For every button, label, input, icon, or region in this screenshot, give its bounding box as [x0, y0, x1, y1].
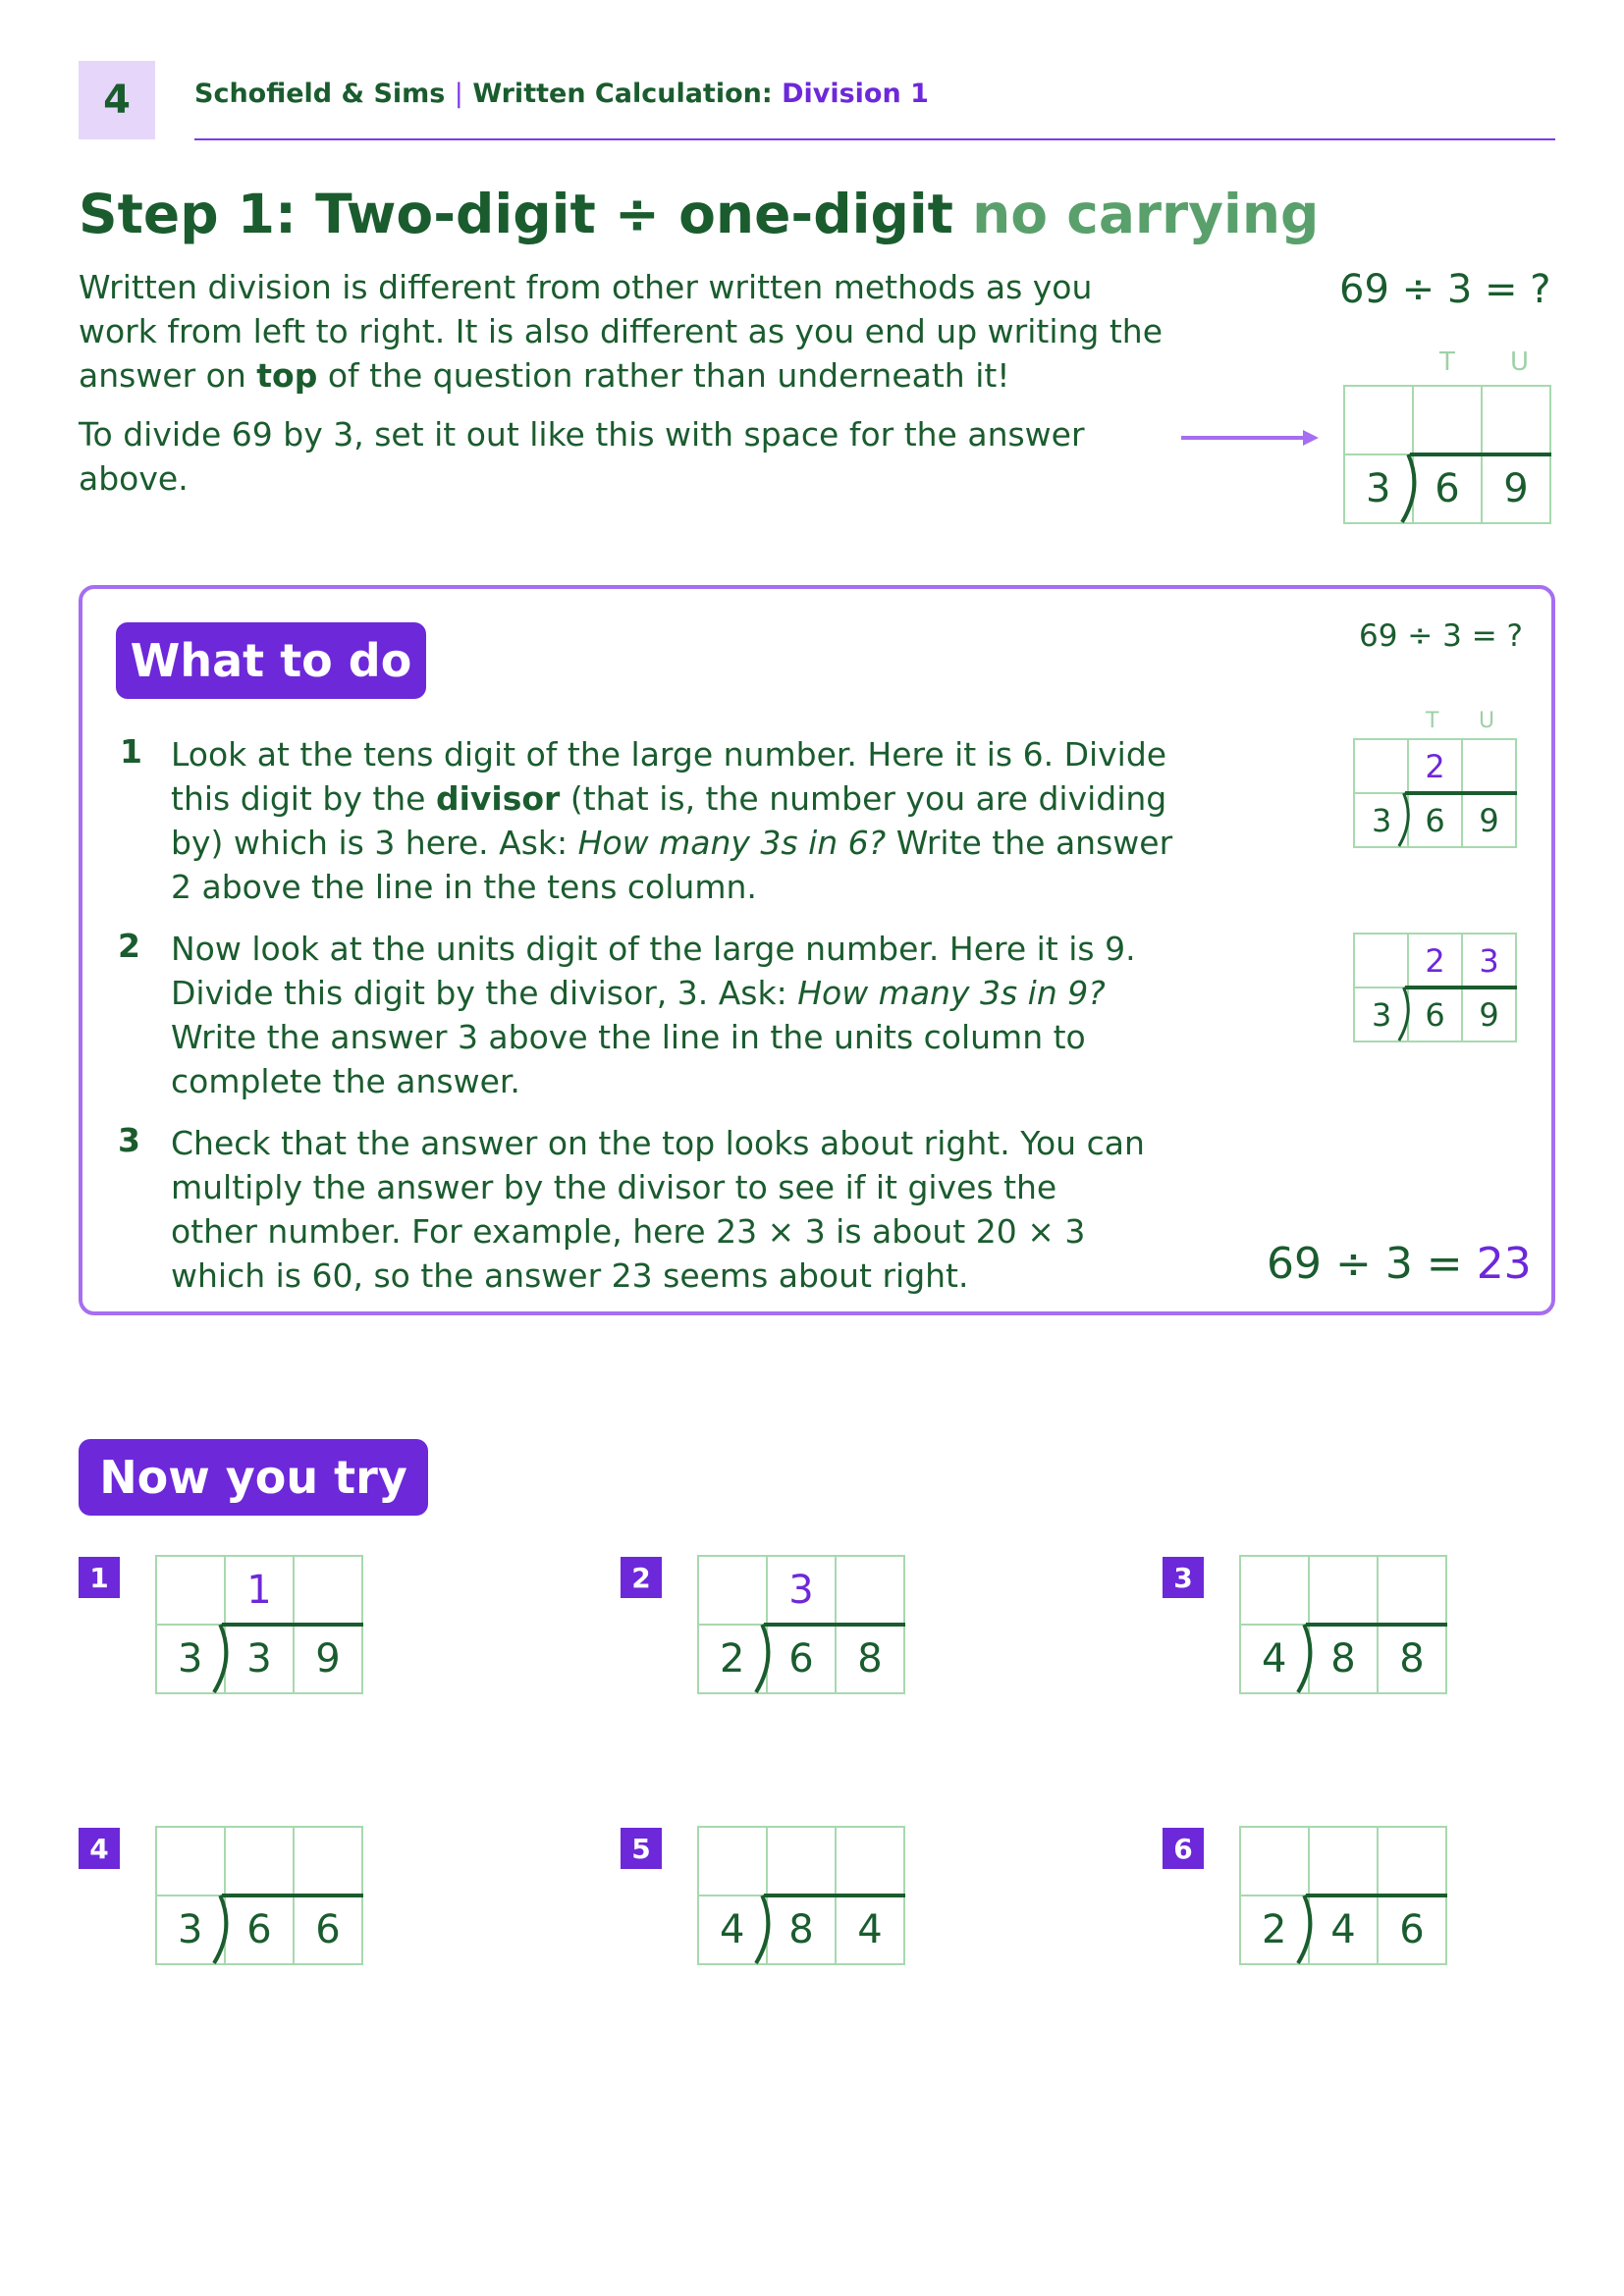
- divisor-cell: 3: [155, 1624, 226, 1694]
- what-to-do-heading: What to do: [116, 622, 426, 699]
- intro-bold-top: top: [256, 356, 318, 395]
- step-number-2: 2: [118, 927, 140, 965]
- dividend-tens-cell: 6: [1407, 792, 1463, 848]
- empty-cell: [697, 1826, 768, 1896]
- practice-division-grid: [697, 1826, 903, 1963]
- dividend-tens-cell: 6: [1412, 454, 1483, 524]
- example-division-grid: [1343, 385, 1549, 522]
- division-bracket-icon: [1397, 454, 1422, 524]
- answer-units-cell[interactable]: [293, 1555, 363, 1626]
- final-equation-left: 69 ÷ 3 =: [1267, 1239, 1463, 1289]
- division-line: [222, 1894, 363, 1897]
- step-text-2: Now look at the units digit of the large number. Here it is 9. Divide this digit by the divisor, 3. Ask: How many 3s in 9? Write the answer 3 above the line in the units column to complete the answer.: [171, 930, 1136, 1100]
- dividend-units-cell: 9: [1461, 987, 1517, 1042]
- empty-cell: [1353, 933, 1409, 988]
- practice-division-grid: [1239, 1826, 1445, 1963]
- division-bracket-icon: [209, 1624, 234, 1694]
- dividend-units-cell: 4: [835, 1895, 905, 1965]
- practice-division-grid: [155, 1826, 361, 1963]
- question-number: 6: [1163, 1828, 1204, 1869]
- divisor-cell: 3: [1353, 792, 1409, 848]
- answer-tens-cell[interactable]: 2: [1407, 933, 1463, 988]
- panel-equation: 69 ÷ 3 = ?: [1359, 618, 1523, 654]
- empty-cell: [1353, 738, 1409, 794]
- answer-tens-cell[interactable]: [224, 1826, 295, 1896]
- empty-cell: [1239, 1555, 1310, 1626]
- arrow-right-icon: [1181, 428, 1319, 448]
- empty-cell: [1343, 385, 1414, 455]
- question-number: 2: [621, 1557, 662, 1598]
- publisher: Schofield & Sims: [194, 79, 446, 109]
- page-title: [79, 183, 1319, 245]
- answer-tens-cell[interactable]: 3: [766, 1555, 837, 1626]
- division-line: [1410, 453, 1551, 456]
- final-answer: 23: [1476, 1239, 1532, 1289]
- question-number: 1: [79, 1557, 120, 1598]
- division-line: [1405, 791, 1517, 795]
- dividend-tens-cell: 6: [1407, 987, 1463, 1042]
- division-bracket-icon: [751, 1624, 776, 1694]
- dividend-tens-cell: 8: [1308, 1624, 1379, 1694]
- now-you-try-heading: Now you try: [79, 1439, 428, 1516]
- division-bracket-icon: [1293, 1895, 1318, 1965]
- answer-tens-cell[interactable]: [1308, 1826, 1379, 1896]
- step-text-1: Look at the tens digit of the large number. Here it is 6. Divide this digit by the divisor (that is, the number you are dividing by) which is 3 here. Ask: How many 3s in 6? Write the answer 2 above the line in the tens column.: [171, 735, 1173, 906]
- divisor-cell: 3: [1353, 987, 1409, 1042]
- answer-units-cell[interactable]: [293, 1826, 363, 1896]
- practice-division-grid: [155, 1555, 361, 1692]
- divisor-cell: 3: [1343, 454, 1414, 524]
- dividend-tens-cell: 3: [224, 1624, 295, 1694]
- question-number: 4: [79, 1828, 120, 1869]
- dividend-units-cell: 8: [1377, 1624, 1447, 1694]
- panel-division-grid-1: [1353, 738, 1515, 846]
- dividend-units-cell: 9: [1461, 792, 1517, 848]
- final-equation: [1267, 1239, 1532, 1289]
- division-bracket-icon: [1293, 1624, 1318, 1694]
- answer-tens-cell[interactable]: 1: [224, 1555, 295, 1626]
- intro-text-b: of the question rather than underneath it!: [317, 356, 1010, 395]
- step-number-3: 3: [118, 1121, 140, 1159]
- empty-cell: [155, 1826, 226, 1896]
- header-separator: |: [454, 79, 463, 109]
- divisor-cell: 4: [697, 1895, 768, 1965]
- empty-cell: [697, 1555, 768, 1626]
- answer-units-cell[interactable]: [1461, 738, 1517, 794]
- step-text-3: Check that the answer on the top looks about right. You can multiply the answer by the divisor to see if it gives the other number. For example, here 23 × 3 is about 20 × 3 which is 60, so the answer 23 seems about right.: [171, 1124, 1145, 1295]
- answer-tens-cell[interactable]: [766, 1826, 837, 1896]
- divisor-cell: 4: [1239, 1624, 1310, 1694]
- division-bracket-icon: [751, 1895, 776, 1965]
- dividend-tens-cell: 6: [224, 1895, 295, 1965]
- example-equation: 69 ÷ 3 = ?: [1339, 267, 1551, 312]
- dividend-units-cell: 9: [1481, 454, 1551, 524]
- division-bracket-icon: [1395, 792, 1414, 848]
- division-line: [1405, 986, 1517, 989]
- dividend-tens-cell: 4: [1308, 1895, 1379, 1965]
- header-rule: [194, 138, 1555, 140]
- dividend-units-cell: 6: [293, 1895, 363, 1965]
- division-line: [222, 1623, 363, 1627]
- series: Written Calculation:: [472, 79, 773, 109]
- dividend-units-cell: 9: [293, 1624, 363, 1694]
- practice-division-grid: [1239, 1555, 1445, 1692]
- example-tens-label: T: [1439, 347, 1455, 377]
- question-number: 5: [621, 1828, 662, 1869]
- answer-tens-cell[interactable]: [1412, 385, 1483, 455]
- book-title: Division 1: [782, 79, 929, 109]
- division-line: [1306, 1623, 1447, 1627]
- running-header: [194, 79, 929, 109]
- dividend-tens-cell: 6: [766, 1624, 837, 1694]
- intro-paragraph-1: [79, 265, 1178, 398]
- division-bracket-icon: [1395, 987, 1414, 1042]
- page-number: 4: [79, 61, 155, 139]
- example-units-label: U: [1510, 347, 1530, 377]
- empty-cell: [155, 1555, 226, 1626]
- answer-units-cell[interactable]: [1377, 1555, 1447, 1626]
- answer-units-cell[interactable]: 3: [1461, 933, 1517, 988]
- intro-paragraph-2: To divide 69 by 3, set it out like this with space for the answer above.: [79, 415, 1085, 498]
- panel-division-grid-2: [1353, 933, 1515, 1041]
- answer-units-cell[interactable]: [1377, 1826, 1447, 1896]
- division-bracket-icon: [209, 1895, 234, 1965]
- division-line: [1306, 1894, 1447, 1897]
- answer-units-cell[interactable]: [1481, 385, 1551, 455]
- panel-units-label: U: [1479, 709, 1495, 733]
- step-number-1: 1: [120, 732, 142, 771]
- dividend-tens-cell: 8: [766, 1895, 837, 1965]
- practice-division-grid: [697, 1555, 903, 1692]
- question-number: 3: [1163, 1557, 1204, 1598]
- title-main: Step 1: Two-digit ÷ one-digit: [79, 183, 953, 245]
- answer-units-cell[interactable]: [835, 1555, 905, 1626]
- division-line: [764, 1623, 905, 1627]
- dividend-units-cell: 8: [835, 1624, 905, 1694]
- divisor-cell: 3: [155, 1895, 226, 1965]
- dividend-units-cell: 6: [1377, 1895, 1447, 1965]
- answer-units-cell[interactable]: [835, 1826, 905, 1896]
- divisor-cell: 2: [1239, 1895, 1310, 1965]
- answer-tens-cell[interactable]: [1308, 1555, 1379, 1626]
- divisor-cell: 2: [697, 1624, 768, 1694]
- panel-tens-label: T: [1426, 709, 1439, 733]
- title-highlight: no carrying: [972, 183, 1320, 245]
- division-line: [764, 1894, 905, 1897]
- empty-cell: [1239, 1826, 1310, 1896]
- intro-text-a: Written division is different from other written methods as you work from left to right. It is also different as you end up writing the answer on: [79, 268, 1164, 395]
- answer-tens-cell[interactable]: 2: [1407, 738, 1463, 794]
